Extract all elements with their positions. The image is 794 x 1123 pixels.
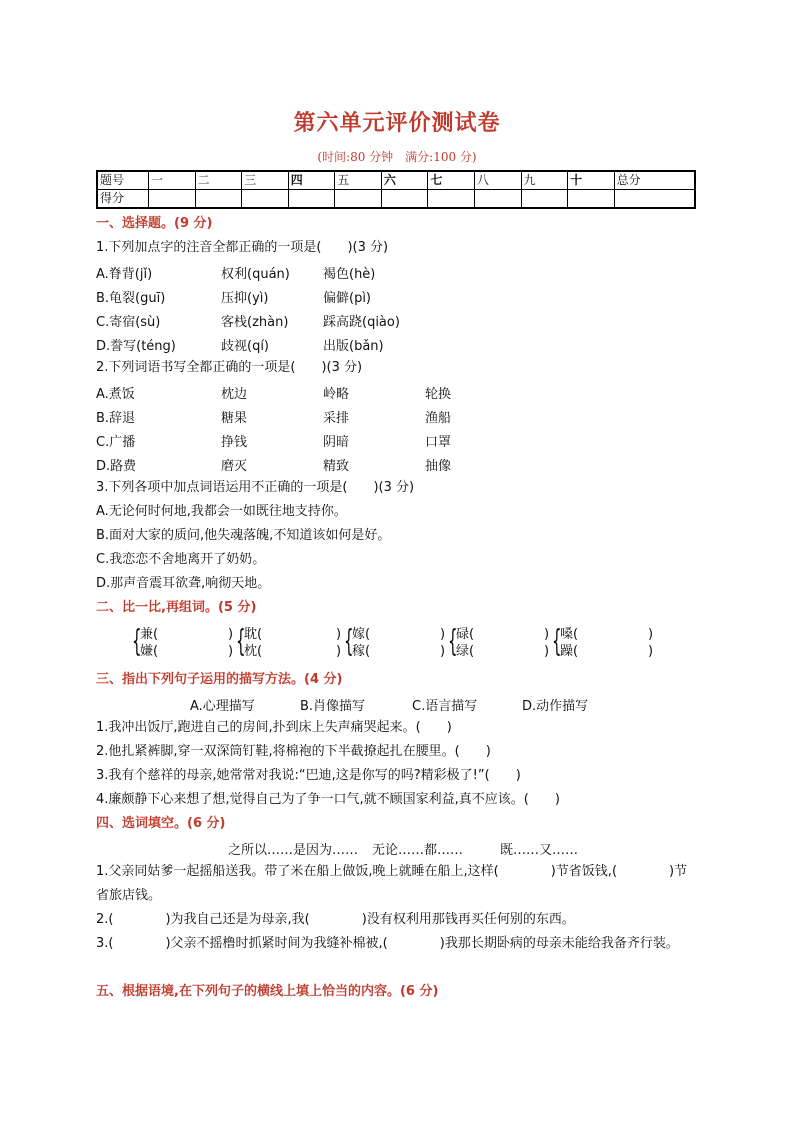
question-item: 3.我有个慈祥的母亲,她常常对我说:“巴迪,这是你写的吗?精彩极了!”( ) — [96, 768, 521, 783]
brace-icon: { — [344, 624, 354, 659]
section-3-heading: 三、指出下列句子运用的描写方法。(4 分) — [96, 672, 343, 687]
option-word: 踩高跷(qiào) — [323, 315, 400, 330]
pair-close: ) — [544, 627, 550, 642]
question-1-stem: 1.下列加点字的注音全都正确的一项是( )(3 分) — [96, 240, 389, 255]
exam-info: (时间:80 分钟 满分:100 分) — [317, 150, 477, 164]
option: C.寄宿(sù) — [96, 315, 161, 330]
pair-char: 绿( — [456, 644, 475, 659]
pair-char: 嗓( — [560, 627, 579, 642]
option-word: 抽像 — [425, 459, 452, 474]
option: C.广播 — [96, 435, 136, 450]
option-word: 渔船 — [425, 411, 452, 426]
score-table-header-row — [97, 171, 695, 190]
score-input-cell[interactable] — [381, 190, 428, 209]
score-cell: 三 — [242, 171, 289, 190]
method-option: B.肖像描写 — [300, 699, 366, 714]
option: B.龟裂(guī) — [96, 291, 166, 306]
option-word: 枕边 — [221, 387, 248, 402]
option-word: 磨灭 — [221, 459, 248, 474]
method-option: A.心理描写 — [190, 699, 255, 714]
pair-char: 嫌( — [140, 644, 159, 659]
option-word: 岭略 — [323, 387, 350, 402]
pair-char: 稼( — [352, 644, 371, 659]
option: D.路费 — [96, 459, 137, 474]
question-item: 2.( )为我自己还是为母亲,我( )没有权利用那钱再买任何别的东西。 — [96, 912, 575, 927]
option: A.无论何时何地,我都会一如既往地支持你。 — [96, 504, 347, 519]
option-word: 褐色(hè) — [323, 267, 376, 282]
score-input-cell[interactable] — [288, 190, 335, 209]
score-cell: 七 — [428, 171, 475, 190]
pair-char: 躁( — [560, 644, 579, 659]
question-3-stem: 3.下列各项中加点词语运用不正确的一项是( )(3 分) — [96, 480, 415, 495]
pair-close: ) — [440, 627, 446, 642]
option: B.面对大家的质问,他失魂落魄,不知道该如何是好。 — [96, 528, 391, 543]
score-cell: 得分 — [97, 190, 149, 209]
score-table-score-row — [97, 190, 695, 209]
option-word: 阴暗 — [323, 435, 350, 450]
score-input-cell[interactable] — [195, 190, 242, 209]
word-option: 无论……都…… — [372, 843, 464, 858]
option: C.我恋恋不舍地离开了奶奶。 — [96, 552, 266, 567]
section-5-heading: 五、根据语境,在下列句子的横线上填上恰当的内容。(6 分) — [96, 984, 439, 999]
score-cell: 总分 — [614, 171, 695, 190]
score-cell: 九 — [521, 171, 568, 190]
pair-close: ) — [440, 644, 446, 659]
method-option: D.动作描写 — [522, 699, 589, 714]
option-word: 出版(bǎn) — [323, 339, 384, 354]
score-input-cell[interactable] — [335, 190, 382, 209]
score-cell: 二 — [195, 171, 242, 190]
score-cell: 五 — [335, 171, 382, 190]
brace-icon: { — [448, 624, 458, 659]
option-word: 权利(quán) — [221, 267, 290, 282]
pair-char: 枕( — [244, 644, 263, 659]
option-word: 采排 — [323, 411, 350, 426]
brace-icon: { — [236, 624, 246, 659]
option: A.煮饭 — [96, 387, 135, 402]
question-item: 3.( )父亲不摇橹时抓紧时间为我缝补棉被,( )我那长期卧病的母亲未能给我备齐行装。 — [96, 936, 679, 951]
score-input-cell[interactable] — [568, 190, 615, 209]
page-title: 第六单元评价测试卷 — [293, 110, 501, 136]
score-cell: 一 — [149, 171, 196, 190]
score-input-cell[interactable] — [521, 190, 568, 209]
question-item: 2.他扎紧裤脚,穿一双深筒钉鞋,将棉袍的下半截撩起扎在腰里。( ) — [96, 744, 491, 759]
option-word: 客栈(zhàn) — [221, 315, 289, 330]
section-1-heading: 一、选择题。(9 分) — [96, 216, 213, 231]
option-word: 歧视(qí) — [221, 339, 270, 354]
score-input-cell[interactable] — [474, 190, 521, 209]
method-option: C.语言描写 — [412, 699, 478, 714]
option-word: 偏僻(pì) — [323, 291, 372, 306]
word-option: 之所以……是因为…… — [228, 843, 359, 858]
pair-close: ) — [228, 644, 234, 659]
pair-close: ) — [544, 644, 550, 659]
score-cell: 六 — [381, 171, 428, 190]
question-2-stem: 2.下列词语书写全都正确的一项是( )(3 分) — [96, 360, 363, 375]
score-input-cell[interactable] — [428, 190, 475, 209]
option: D.那声音震耳欲聋,响彻天地。 — [96, 576, 271, 591]
option-word: 糖果 — [221, 411, 248, 426]
pair-char: 耽( — [244, 627, 263, 642]
pair-close: ) — [648, 644, 654, 659]
option: D.誊写(téng) — [96, 339, 176, 354]
score-table — [96, 170, 696, 209]
option-word: 挣钱 — [221, 435, 248, 450]
question-item: 1.父亲同姑爹一起摇船送我。带了米在船上做饭,晚上就睡在船上,这样( )节省饭钱,( )节省旅店钱。 — [96, 864, 688, 903]
pair-close: ) — [336, 644, 342, 659]
option-word: 压抑(yì) — [221, 291, 269, 306]
score-cell: 四 — [288, 171, 335, 190]
option-word: 精致 — [323, 459, 350, 474]
section-4-heading: 四、选词填空。(6 分) — [96, 816, 226, 831]
score-input-cell[interactable] — [614, 190, 695, 209]
score-cell: 题号 — [97, 171, 149, 190]
option: A.脊背(jǐ) — [96, 267, 153, 282]
pair-close: ) — [648, 627, 654, 642]
question-item: 1.我冲出饭厅,跑进自己的房间,扑到床上失声痛哭起来。( ) — [96, 720, 452, 735]
pair-char: 碌( — [456, 627, 475, 642]
word-option: 既……又…… — [500, 843, 579, 858]
score-input-cell[interactable] — [149, 190, 196, 209]
pair-close: ) — [336, 627, 342, 642]
brace-icon: { — [552, 624, 562, 659]
section-2-heading: 二、比一比,再组词。(5 分) — [96, 600, 257, 615]
pair-char: 嫁( — [352, 627, 371, 642]
brace-icon: { — [132, 624, 142, 659]
score-cell: 十 — [568, 171, 615, 190]
score-input-cell[interactable] — [242, 190, 289, 209]
option-word: 口罩 — [425, 435, 452, 450]
option: B.辞退 — [96, 411, 136, 426]
option-word: 轮换 — [425, 387, 452, 402]
pair-char: 兼( — [140, 627, 159, 642]
question-item: 4.廉颇静下心来想了想,觉得自己为了争一口气,就不顾国家利益,真不应该。( ) — [96, 792, 560, 807]
score-cell: 八 — [474, 171, 521, 190]
pair-close: ) — [228, 627, 234, 642]
